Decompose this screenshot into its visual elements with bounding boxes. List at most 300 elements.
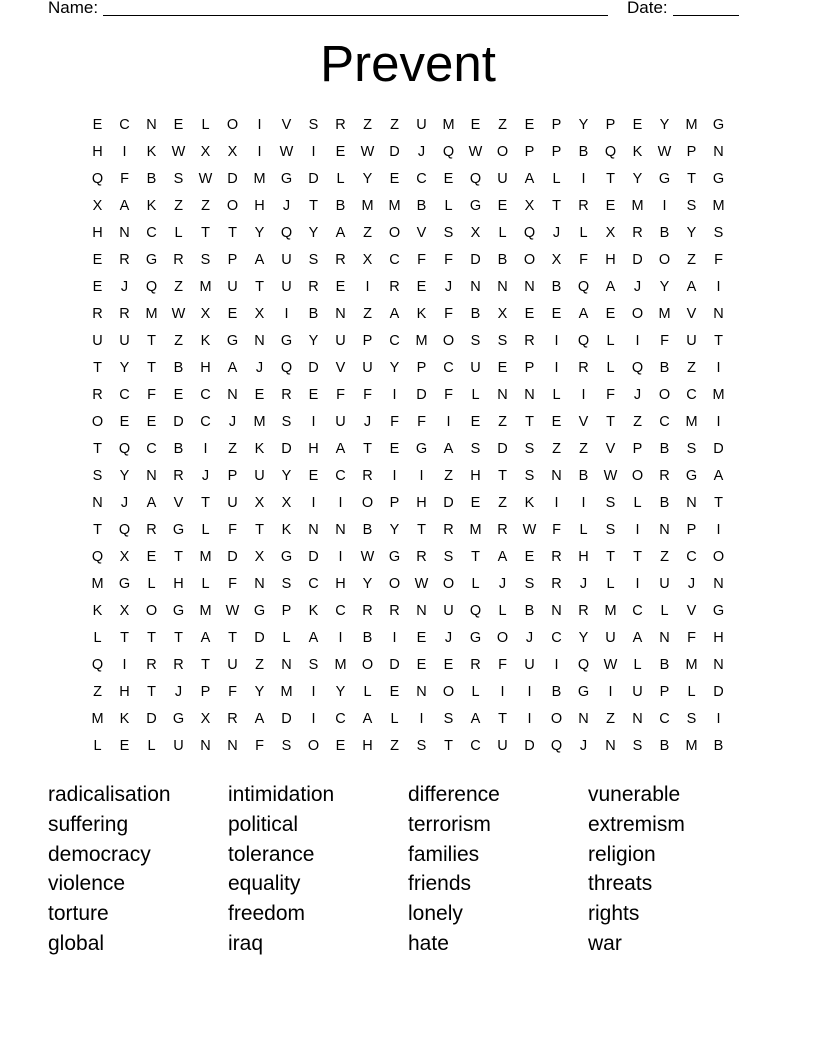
grid-letter[interactable]: E <box>524 117 535 133</box>
grid-letter[interactable]: T <box>228 630 237 646</box>
grid-letter[interactable]: D <box>497 441 508 457</box>
grid-letter[interactable]: X <box>254 306 265 322</box>
grid-letter[interactable]: S <box>443 225 454 241</box>
grid-letter[interactable]: S <box>524 441 535 457</box>
grid-letter[interactable]: E <box>119 414 130 430</box>
grid-letter[interactable]: I <box>716 522 721 538</box>
grid-letter[interactable]: C <box>335 603 346 619</box>
grid-letter[interactable]: R <box>173 657 184 673</box>
grid-letter[interactable]: N <box>632 711 643 727</box>
grid-letter[interactable]: S <box>470 441 481 457</box>
grid-letter[interactable]: H <box>362 738 373 754</box>
grid-letter[interactable]: I <box>392 468 397 484</box>
grid-letter[interactable]: B <box>551 279 562 295</box>
grid-letter[interactable]: D <box>632 252 643 268</box>
grid-letter[interactable]: Z <box>498 117 507 133</box>
grid-letter[interactable]: O <box>712 549 725 565</box>
grid-letter[interactable]: P <box>389 495 400 511</box>
grid-letter[interactable]: N <box>92 495 103 511</box>
grid-letter[interactable]: W <box>603 468 618 484</box>
grid-letter[interactable]: T <box>714 333 723 349</box>
grid-letter[interactable]: M <box>712 198 725 214</box>
grid-letter[interactable]: I <box>716 360 721 376</box>
grid-letter[interactable]: F <box>255 738 264 754</box>
grid-letter[interactable]: T <box>687 171 696 187</box>
grid-letter[interactable]: G <box>172 603 185 619</box>
grid-letter[interactable]: C <box>119 387 130 403</box>
grid-letter[interactable]: C <box>686 387 697 403</box>
grid-letter[interactable]: E <box>632 117 643 133</box>
grid-letter[interactable]: Y <box>335 684 346 700</box>
grid-letter[interactable]: M <box>91 711 104 727</box>
grid-letter[interactable]: Z <box>687 252 696 268</box>
grid-letter[interactable]: Q <box>91 657 104 673</box>
grid-letter[interactable]: S <box>443 549 454 565</box>
grid-letter[interactable]: E <box>146 414 157 430</box>
grid-letter[interactable]: Q <box>280 360 293 376</box>
grid-letter[interactable]: K <box>146 198 157 214</box>
grid-letter[interactable]: F <box>120 171 129 187</box>
grid-letter[interactable]: X <box>227 144 238 160</box>
grid-letter[interactable]: X <box>119 603 130 619</box>
grid-letter[interactable]: F <box>660 333 669 349</box>
grid-letter[interactable]: E <box>551 414 562 430</box>
grid-letter[interactable]: N <box>713 144 724 160</box>
date-field-line[interactable] <box>673 15 739 16</box>
grid-letter[interactable]: R <box>362 468 373 484</box>
grid-letter[interactable]: J <box>120 279 129 295</box>
grid-letter[interactable]: L <box>498 603 507 619</box>
grid-letter[interactable]: U <box>686 333 697 349</box>
grid-letter[interactable]: L <box>552 387 561 403</box>
grid-letter[interactable]: U <box>227 495 238 511</box>
grid-letter[interactable]: L <box>471 684 480 700</box>
grid-letter[interactable]: R <box>497 522 508 538</box>
grid-letter[interactable]: Y <box>254 225 265 241</box>
grid-letter[interactable]: X <box>524 198 535 214</box>
grid-letter[interactable]: D <box>146 711 157 727</box>
grid-letter[interactable]: A <box>470 711 481 727</box>
grid-letter[interactable]: F <box>444 387 453 403</box>
grid-letter[interactable]: H <box>470 468 481 484</box>
grid-letter[interactable]: H <box>416 495 427 511</box>
grid-letter[interactable]: E <box>497 198 508 214</box>
grid-letter[interactable]: E <box>470 414 481 430</box>
grid-letter[interactable]: F <box>444 306 453 322</box>
grid-letter[interactable]: W <box>198 171 213 187</box>
grid-letter[interactable]: L <box>471 576 480 592</box>
grid-letter[interactable]: S <box>632 738 643 754</box>
grid-letter[interactable]: X <box>605 225 616 241</box>
grid-letter[interactable]: T <box>309 198 318 214</box>
grid-letter[interactable]: Y <box>578 630 589 646</box>
grid-letter[interactable]: B <box>308 306 319 322</box>
grid-letter[interactable]: S <box>281 414 292 430</box>
grid-letter[interactable]: N <box>551 603 562 619</box>
grid-letter[interactable]: H <box>308 441 319 457</box>
grid-letter[interactable]: Z <box>444 468 453 484</box>
grid-letter[interactable]: O <box>442 333 455 349</box>
grid-letter[interactable]: Y <box>362 171 373 187</box>
grid-letter[interactable]: I <box>311 414 316 430</box>
grid-letter[interactable]: L <box>660 603 669 619</box>
grid-letter[interactable]: W <box>414 576 429 592</box>
grid-letter[interactable]: U <box>227 279 238 295</box>
grid-letter[interactable]: Q <box>118 441 131 457</box>
grid-letter[interactable]: O <box>388 576 401 592</box>
grid-letter[interactable]: A <box>497 549 508 565</box>
grid-letter[interactable]: L <box>606 576 615 592</box>
grid-letter[interactable]: O <box>91 414 104 430</box>
grid-letter[interactable]: Y <box>659 279 670 295</box>
grid-letter[interactable]: B <box>146 171 157 187</box>
grid-letter[interactable]: R <box>281 387 292 403</box>
grid-letter[interactable]: L <box>390 711 399 727</box>
grid-letter[interactable]: I <box>419 711 424 727</box>
grid-letter[interactable]: A <box>524 171 535 187</box>
grid-letter[interactable]: N <box>308 522 319 538</box>
grid-letter[interactable]: E <box>551 306 562 322</box>
grid-letter[interactable]: T <box>201 225 210 241</box>
grid-letter[interactable]: R <box>551 549 562 565</box>
grid-letter[interactable]: F <box>444 252 453 268</box>
grid-letter[interactable]: V <box>686 603 697 619</box>
grid-letter[interactable]: T <box>255 522 264 538</box>
grid-letter[interactable]: M <box>91 576 104 592</box>
grid-letter[interactable]: J <box>228 414 237 430</box>
grid-letter[interactable]: D <box>227 549 238 565</box>
grid-letter[interactable]: B <box>416 198 427 214</box>
grid-letter[interactable]: G <box>712 117 725 133</box>
grid-letter[interactable]: C <box>119 117 130 133</box>
grid-letter[interactable]: O <box>631 306 644 322</box>
grid-letter[interactable]: F <box>228 576 237 592</box>
grid-letter[interactable]: D <box>389 144 400 160</box>
grid-letter[interactable]: I <box>581 495 586 511</box>
grid-letter[interactable]: Y <box>659 117 670 133</box>
grid-letter[interactable]: Y <box>632 171 643 187</box>
grid-letter[interactable]: I <box>554 333 559 349</box>
grid-letter[interactable]: M <box>199 549 212 565</box>
grid-letter[interactable]: T <box>444 738 453 754</box>
grid-letter[interactable]: I <box>311 684 316 700</box>
grid-letter[interactable]: M <box>280 684 293 700</box>
grid-letter[interactable]: I <box>581 171 586 187</box>
grid-letter[interactable]: O <box>496 144 509 160</box>
grid-letter[interactable]: I <box>446 414 451 430</box>
grid-letter[interactable]: O <box>388 225 401 241</box>
grid-letter[interactable]: N <box>254 576 265 592</box>
grid-letter[interactable]: R <box>119 306 130 322</box>
grid-letter[interactable]: W <box>603 657 618 673</box>
grid-letter[interactable]: C <box>335 711 346 727</box>
grid-letter[interactable]: N <box>497 387 508 403</box>
grid-letter[interactable]: B <box>524 603 535 619</box>
grid-letter[interactable]: J <box>579 738 588 754</box>
grid-letter[interactable]: P <box>686 522 697 538</box>
grid-letter[interactable]: R <box>173 252 184 268</box>
grid-letter[interactable]: L <box>93 630 102 646</box>
grid-letter[interactable]: T <box>498 468 507 484</box>
grid-letter[interactable]: N <box>605 738 616 754</box>
grid-letter[interactable]: M <box>685 657 698 673</box>
grid-letter[interactable]: T <box>93 522 102 538</box>
grid-letter[interactable]: N <box>119 225 130 241</box>
grid-letter[interactable]: C <box>551 630 562 646</box>
grid-letter[interactable]: P <box>227 468 238 484</box>
grid-letter[interactable]: E <box>308 468 319 484</box>
grid-letter[interactable]: P <box>416 360 427 376</box>
grid-letter[interactable]: R <box>146 522 157 538</box>
grid-letter[interactable]: I <box>284 306 289 322</box>
grid-letter[interactable]: W <box>225 603 240 619</box>
grid-letter[interactable]: Z <box>255 657 264 673</box>
grid-letter[interactable]: E <box>605 198 616 214</box>
grid-letter[interactable]: K <box>119 711 130 727</box>
grid-letter[interactable]: M <box>199 603 212 619</box>
grid-letter[interactable]: Z <box>390 738 399 754</box>
grid-letter[interactable]: I <box>338 549 343 565</box>
grid-letter[interactable]: J <box>363 414 372 430</box>
grid-letter[interactable]: Z <box>579 441 588 457</box>
grid-letter[interactable]: O <box>658 252 671 268</box>
grid-letter[interactable]: L <box>201 117 210 133</box>
grid-letter[interactable]: S <box>281 738 292 754</box>
grid-letter[interactable]: I <box>365 279 370 295</box>
grid-letter[interactable]: C <box>632 603 643 619</box>
grid-letter[interactable]: P <box>551 117 562 133</box>
grid-letter[interactable]: Y <box>119 360 130 376</box>
grid-letter[interactable]: K <box>416 306 427 322</box>
grid-letter[interactable]: A <box>578 306 589 322</box>
grid-letter[interactable]: X <box>119 549 130 565</box>
grid-letter[interactable]: C <box>200 387 211 403</box>
grid-letter[interactable]: Z <box>498 495 507 511</box>
grid-letter[interactable]: T <box>255 279 264 295</box>
grid-letter[interactable]: B <box>659 495 670 511</box>
grid-letter[interactable]: U <box>362 360 373 376</box>
grid-letter[interactable]: U <box>524 657 535 673</box>
grid-letter[interactable]: S <box>308 252 319 268</box>
grid-letter[interactable]: T <box>471 549 480 565</box>
grid-letter[interactable]: E <box>443 171 454 187</box>
grid-letter[interactable]: U <box>497 738 508 754</box>
grid-letter[interactable]: Y <box>308 333 319 349</box>
grid-letter[interactable]: O <box>550 711 563 727</box>
grid-letter[interactable]: R <box>551 576 562 592</box>
grid-letter[interactable]: R <box>524 333 535 349</box>
grid-letter[interactable]: L <box>444 198 453 214</box>
grid-letter[interactable]: J <box>120 495 129 511</box>
grid-letter[interactable]: Q <box>91 549 104 565</box>
grid-letter[interactable]: B <box>173 441 184 457</box>
grid-letter[interactable]: R <box>92 387 103 403</box>
grid-letter[interactable]: S <box>173 171 184 187</box>
grid-letter[interactable]: H <box>173 576 184 592</box>
grid-letter[interactable]: F <box>498 657 507 673</box>
grid-letter[interactable]: A <box>632 630 643 646</box>
grid-letter[interactable]: Z <box>174 333 183 349</box>
grid-letter[interactable]: L <box>579 522 588 538</box>
grid-letter[interactable]: Q <box>577 333 590 349</box>
grid-letter[interactable]: F <box>714 252 723 268</box>
grid-letter[interactable]: R <box>173 468 184 484</box>
grid-letter[interactable]: A <box>335 441 346 457</box>
grid-letter[interactable]: B <box>362 522 373 538</box>
grid-letter[interactable]: S <box>497 333 508 349</box>
grid-letter[interactable]: C <box>659 414 670 430</box>
grid-letter[interactable]: I <box>635 333 640 349</box>
grid-letter[interactable]: G <box>712 171 725 187</box>
grid-letter[interactable]: A <box>605 279 616 295</box>
grid-letter[interactable]: M <box>469 522 482 538</box>
grid-letter[interactable]: E <box>119 738 130 754</box>
grid-letter[interactable]: D <box>308 171 319 187</box>
grid-letter[interactable]: I <box>392 387 397 403</box>
grid-letter[interactable]: C <box>659 711 670 727</box>
grid-letter[interactable]: O <box>307 738 320 754</box>
grid-letter[interactable]: P <box>281 603 292 619</box>
grid-letter[interactable]: M <box>631 198 644 214</box>
grid-letter[interactable]: X <box>470 225 481 241</box>
grid-letter[interactable]: G <box>712 603 725 619</box>
grid-letter[interactable]: A <box>713 468 724 484</box>
grid-letter[interactable]: I <box>527 684 532 700</box>
grid-letter[interactable]: T <box>498 711 507 727</box>
grid-letter[interactable]: I <box>581 387 586 403</box>
grid-letter[interactable]: A <box>254 252 265 268</box>
grid-letter[interactable]: A <box>362 711 373 727</box>
grid-letter[interactable]: M <box>712 387 725 403</box>
grid-letter[interactable]: T <box>93 360 102 376</box>
grid-letter[interactable]: N <box>416 603 427 619</box>
grid-letter[interactable]: S <box>686 711 697 727</box>
grid-letter[interactable]: N <box>713 657 724 673</box>
grid-letter[interactable]: G <box>685 468 698 484</box>
grid-letter[interactable]: W <box>360 144 375 160</box>
grid-letter[interactable]: D <box>416 387 427 403</box>
grid-letter[interactable]: T <box>201 495 210 511</box>
grid-letter[interactable]: X <box>362 252 373 268</box>
grid-letter[interactable]: I <box>716 414 721 430</box>
grid-letter[interactable]: D <box>254 630 265 646</box>
grid-letter[interactable]: M <box>685 414 698 430</box>
grid-letter[interactable]: B <box>659 225 670 241</box>
grid-letter[interactable]: Y <box>119 468 130 484</box>
grid-letter[interactable]: N <box>497 279 508 295</box>
grid-letter[interactable]: U <box>119 333 130 349</box>
grid-letter[interactable]: I <box>635 522 640 538</box>
grid-letter[interactable]: S <box>470 333 481 349</box>
grid-letter[interactable]: E <box>92 252 103 268</box>
grid-letter[interactable]: G <box>172 711 185 727</box>
grid-letter[interactable]: T <box>147 630 156 646</box>
grid-letter[interactable]: T <box>606 171 615 187</box>
grid-letter[interactable]: O <box>361 657 374 673</box>
grid-letter[interactable]: D <box>713 684 724 700</box>
grid-letter[interactable]: Q <box>118 522 131 538</box>
grid-letter[interactable]: J <box>579 576 588 592</box>
grid-letter[interactable]: U <box>281 252 292 268</box>
grid-letter[interactable]: Z <box>93 684 102 700</box>
grid-letter[interactable]: T <box>174 630 183 646</box>
grid-letter[interactable]: S <box>416 738 427 754</box>
grid-letter[interactable]: Z <box>606 711 615 727</box>
grid-letter[interactable]: I <box>716 711 721 727</box>
grid-letter[interactable]: Z <box>498 414 507 430</box>
grid-letter[interactable]: S <box>686 441 697 457</box>
grid-letter[interactable]: Z <box>363 117 372 133</box>
grid-letter[interactable]: C <box>389 333 400 349</box>
grid-letter[interactable]: C <box>416 171 427 187</box>
grid-letter[interactable]: M <box>253 414 266 430</box>
grid-letter[interactable]: N <box>578 711 589 727</box>
grid-letter[interactable]: N <box>524 279 535 295</box>
grid-letter[interactable]: T <box>147 360 156 376</box>
grid-letter[interactable]: V <box>686 306 697 322</box>
grid-letter[interactable]: U <box>632 684 643 700</box>
grid-letter[interactable]: I <box>122 144 127 160</box>
grid-letter[interactable]: F <box>228 522 237 538</box>
grid-letter[interactable]: T <box>714 495 723 511</box>
grid-letter[interactable]: F <box>390 414 399 430</box>
grid-letter[interactable]: X <box>254 549 265 565</box>
grid-letter[interactable]: L <box>633 495 642 511</box>
grid-letter[interactable]: P <box>524 360 535 376</box>
grid-letter[interactable]: I <box>635 576 640 592</box>
grid-letter[interactable]: A <box>254 711 265 727</box>
grid-letter[interactable]: S <box>443 711 454 727</box>
grid-letter[interactable]: J <box>633 387 642 403</box>
grid-letter[interactable]: G <box>415 441 428 457</box>
grid-letter[interactable]: V <box>578 414 589 430</box>
grid-letter[interactable]: I <box>419 468 424 484</box>
grid-letter[interactable]: S <box>200 252 211 268</box>
grid-letter[interactable]: K <box>92 603 103 619</box>
grid-letter[interactable]: I <box>392 630 397 646</box>
grid-letter[interactable]: J <box>444 279 453 295</box>
grid-letter[interactable]: R <box>119 252 130 268</box>
grid-letter[interactable]: R <box>578 198 589 214</box>
grid-letter[interactable]: I <box>338 630 343 646</box>
grid-letter[interactable]: W <box>171 144 186 160</box>
grid-letter[interactable]: T <box>606 414 615 430</box>
grid-letter[interactable]: X <box>551 252 562 268</box>
grid-letter[interactable]: M <box>334 657 347 673</box>
grid-letter[interactable]: M <box>253 171 266 187</box>
grid-letter[interactable]: J <box>201 468 210 484</box>
grid-letter[interactable]: U <box>254 468 265 484</box>
grid-letter[interactable]: I <box>311 495 316 511</box>
grid-letter[interactable]: I <box>122 657 127 673</box>
grid-letter[interactable]: P <box>632 441 643 457</box>
grid-letter[interactable]: O <box>361 495 374 511</box>
grid-letter[interactable]: L <box>579 225 588 241</box>
grid-letter[interactable]: K <box>254 441 265 457</box>
grid-letter[interactable]: E <box>173 117 184 133</box>
grid-letter[interactable]: M <box>388 198 401 214</box>
grid-letter[interactable]: L <box>633 657 642 673</box>
grid-letter[interactable]: D <box>713 441 724 457</box>
grid-letter[interactable]: P <box>551 144 562 160</box>
grid-letter[interactable]: G <box>577 684 590 700</box>
grid-letter[interactable]: A <box>389 306 400 322</box>
grid-letter[interactable]: J <box>552 225 561 241</box>
grid-letter[interactable]: S <box>713 225 724 241</box>
grid-letter[interactable]: X <box>92 198 103 214</box>
grid-letter[interactable]: D <box>389 657 400 673</box>
grid-letter[interactable]: L <box>363 684 372 700</box>
